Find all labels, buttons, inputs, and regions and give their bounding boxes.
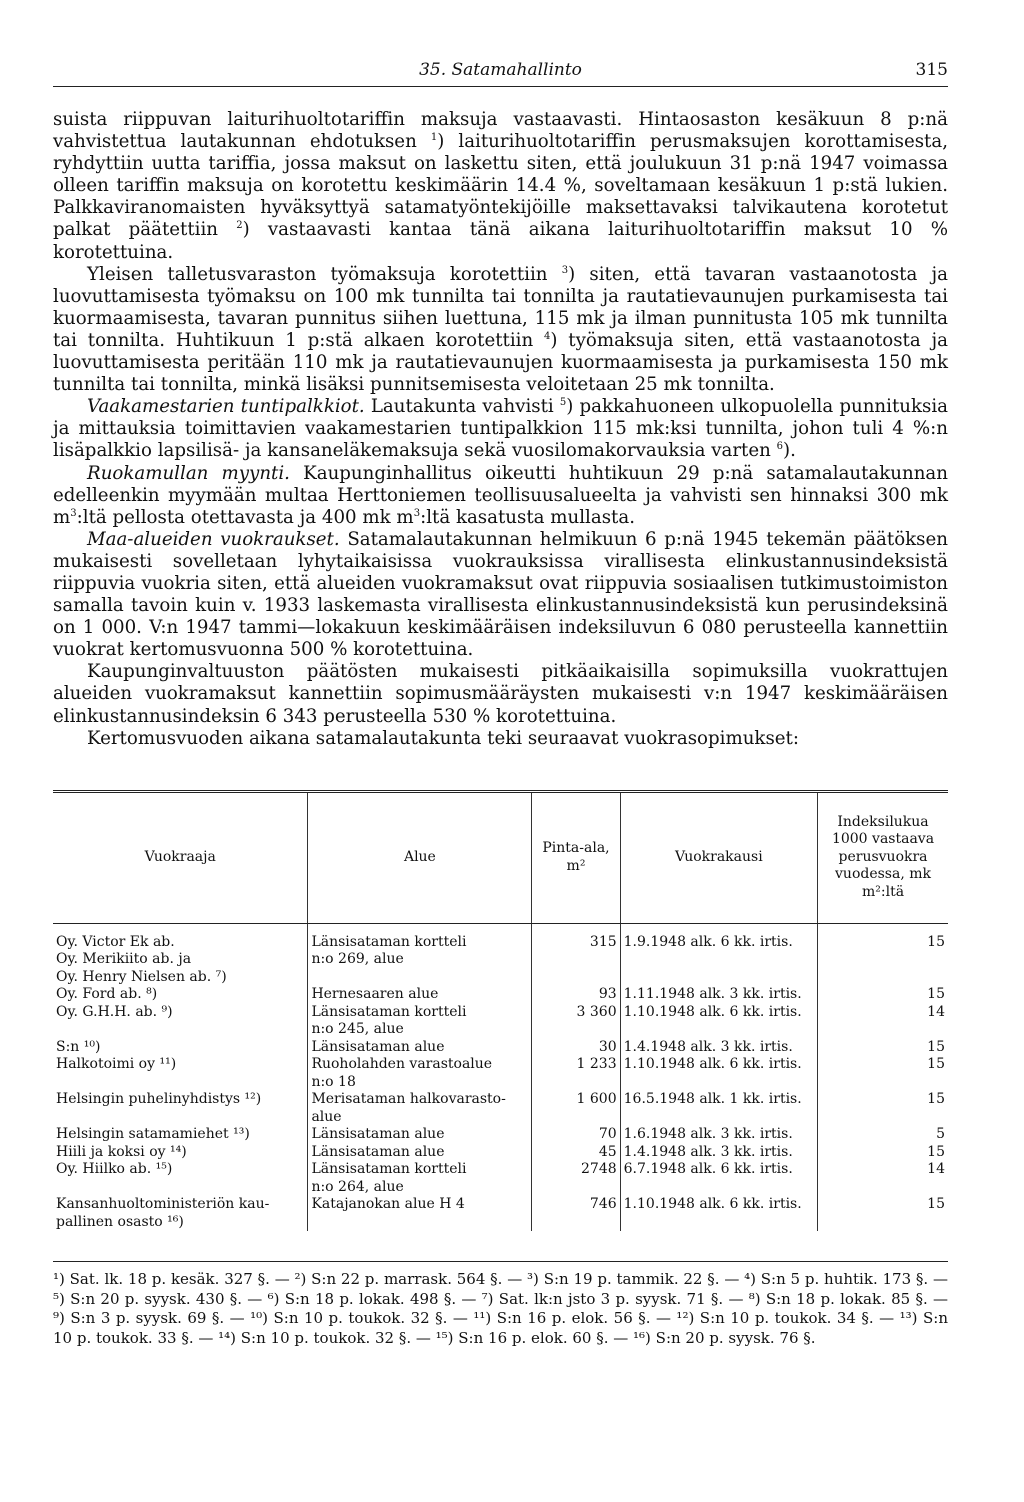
cell-period	[620, 1109, 817, 1127]
cell-area: alue	[308, 1109, 532, 1127]
table-row	[53, 1091, 948, 1109]
paragraph-text: Lautakunta vahvisti	[364, 396, 560, 418]
table-row	[53, 969, 948, 987]
table-row	[53, 1004, 948, 1022]
cell-area: Länsisataman alue	[308, 1126, 532, 1144]
paragraph-text: ) pakkahuoneen ulkopuolella punnituksia ja mittauksia toimittavien vaakamestarien tuntipalkkion 115 mk:ksi tunnilta, johon tuli 4 %:n lisäpalkkio lapsilisä- ja kansaneläkemaksuja sekä vuosilomakorvauksia varten	[53, 396, 948, 462]
cell-period	[620, 951, 817, 969]
paragraph-text: Yleisen talletusvaraston työmaksuja korotettiin	[87, 263, 562, 285]
cell-area: Länsisataman kortteli	[308, 1004, 532, 1022]
body-text	[53, 109, 948, 750]
cell-size: 1 600	[532, 1091, 620, 1109]
table-row	[53, 1056, 948, 1074]
table-row	[53, 986, 948, 1004]
cell-period: 1.10.1948 alk. 6 kk. irtis.	[620, 1004, 817, 1022]
cell-period	[620, 1074, 817, 1092]
cell-index	[818, 1021, 948, 1039]
cell-period: 1.11.1948 alk. 3 kk. irtis.	[620, 986, 817, 1004]
cell-index: 15	[818, 1091, 948, 1109]
cell-area: Länsisataman kortteli	[308, 1161, 532, 1179]
paragraph	[53, 264, 948, 397]
footnote-reference: 5	[559, 397, 567, 409]
cell-period	[620, 969, 817, 987]
paragraph-text: Kertomusvuoden aikana satamalautakunta teki seuraavat vuokrasopimukset:	[87, 727, 799, 749]
cell-period	[620, 1214, 817, 1232]
cell-index: 15	[818, 1144, 948, 1162]
cell-size: 2748	[532, 1161, 620, 1179]
cell-area: Länsisataman alue	[308, 1144, 532, 1162]
cell-period: 6.7.1948 alk. 6 kk. irtis.	[620, 1161, 817, 1179]
paragraph	[53, 661, 948, 727]
cell-area: Länsisataman kortteli	[308, 923, 532, 951]
cell-lessee: Halkotoimi oy ¹¹)	[56, 1056, 177, 1073]
cell-area: n:o 264, alue	[308, 1179, 532, 1197]
cell-index	[818, 969, 948, 987]
running-header	[53, 58, 948, 87]
cell-index	[818, 1179, 948, 1197]
cell-index	[818, 1214, 948, 1232]
cell-size	[532, 951, 620, 969]
paragraph-text: ) siten, että tavaran vastaanotosta ja luovuttamisesta työmaksu on 100 mk tunnilta tai tonnilta ja rautatievaunujen purkamisesta tai kuormaamisesta, tavaran punnitus siihen luettuna, 115 mk ja ilman punnitusta 105 mk tunnilta tai tonnilta. Huhtikuun 1 p:stä alkaen korotettiin	[53, 263, 948, 351]
paragraph-heading: Vaakamestarien tuntipalkkiot.	[87, 396, 365, 418]
paragraph-text: :ltä kasatusta mullasta.	[420, 506, 635, 528]
cell-lessee: Oy. G.H.H. ab. ⁹)	[56, 1003, 173, 1020]
cell-index	[818, 1074, 948, 1092]
cell-area: n:o 245, alue	[308, 1021, 532, 1039]
cell-index	[818, 951, 948, 969]
paragraph-text: ) laiturihuoltotariffin perusmaksujen korottamisesta, ryhdyttiin uutta tariffia, jossa maksut on laskettu siten, että joulukuun 31 p:nä 1947 voimassa olleen tariffin maksuja on korotettu keskimäärin 14.4 %, soveltamaan kesäkuun 1 p:stä lukien. Palkkaviranomaisten hyväksyttyä satamatyöntekijöille maksettavaksi talvikautena korotetut palkat päätettiin	[53, 131, 948, 241]
cell-lessee: Helsingin satamamiehet ¹³)	[56, 1126, 250, 1143]
cell-area	[308, 1214, 532, 1232]
cell-size	[532, 969, 620, 987]
cell-size	[532, 1109, 620, 1127]
column-header-lessee: Vuokraaja	[53, 791, 308, 923]
cell-size: 3 360	[532, 1004, 620, 1022]
cell-size	[532, 1074, 620, 1092]
footnote-reference: 3	[561, 264, 569, 276]
cell-lessee: Helsingin puhelinyhdistys ¹²)	[56, 1091, 262, 1108]
cell-area: Merisataman halkovarasto-	[308, 1091, 532, 1109]
cell-size: 45	[532, 1144, 620, 1162]
table-body	[53, 923, 948, 1231]
footnote-reference: 6	[776, 441, 783, 453]
paragraph	[53, 396, 948, 462]
cell-index: 15	[818, 1039, 948, 1057]
paragraph-text: Satamalautakunnan helmikuun 6 p:nä 1945 tekemän päätöksen mukaisesti sovelletaan lyhytaikaisissa vuokrauksissa virallisesta elinkustannusindeksistä riippuvia vuokria siten, että alueiden vuokramaksut ovat riippuvia sosiaalisen tutkimustoimiston samalla tavoin kuin v. 1933 laskemasta virallisesta elinkustannusindeksistä kun perusindeksinä on 1 000. V:n 1947 tammi—lokakuun keskimääräisen indeksiluvun 6 080 perusteella kannettiin vuokrat kertomusvuonna 500 % korotettuina.	[53, 528, 948, 661]
paragraph-text: ).	[783, 440, 796, 462]
cell-size: 93	[532, 986, 620, 1004]
footnote-reference: 2	[236, 220, 243, 232]
column-header-period: Vuokrakausi	[620, 791, 817, 923]
paragraph-text: :ltä pellosta otettavasta ja 400 mk m	[76, 506, 414, 528]
column-header-size: Pinta-ala, m²	[532, 791, 620, 923]
cell-lessee: Oy. Henry Nielsen ab. ⁷)	[56, 968, 227, 985]
paragraph	[53, 109, 948, 264]
paragraph-heading: Ruokamullan myynti.	[87, 462, 290, 484]
table-row	[53, 923, 948, 951]
table-row	[53, 1144, 948, 1162]
cell-index: 15	[818, 1196, 948, 1214]
cell-area: Hernesaaren alue	[308, 986, 532, 1004]
cell-period: 16.5.1948 alk. 1 kk. irtis.	[620, 1091, 817, 1109]
column-header-index: Indeksilukua 1000 vastaava perusvuokra vuodessa, mk m²:ltä	[818, 791, 948, 923]
cell-area	[308, 969, 532, 987]
table-row	[53, 1214, 948, 1232]
cell-size	[532, 1179, 620, 1197]
table-row	[53, 1109, 948, 1127]
cell-period: 1.6.1948 alk. 3 kk. irtis.	[620, 1126, 817, 1144]
table-row	[53, 1126, 948, 1144]
cell-index: 15	[818, 1056, 948, 1074]
footnote-reference: 3	[70, 507, 77, 519]
table-row	[53, 1196, 948, 1214]
paragraph-text: suista riippuvan laiturihuoltotariffin maksuja vastaavasti. Hintaosaston kesäkuun 8 p:nä vahvistettua lautakunnan ehdotuksen	[53, 109, 948, 153]
table-row	[53, 1161, 948, 1179]
document-page	[53, 58, 948, 1348]
cell-lessee: S:n ¹⁰)	[56, 1038, 101, 1055]
footnotes: ¹) Sat. lk. 18 p. kesäk. 327 §. — ²) S:n 22 p. marrask. 564 §. — ³) S:n 19 p. tammik. 22 §. — ⁴) S:n 5 p. huhtik. 173 §. — ⁵) S:n 20 p. syysk. 430 §. — ⁶) S:n 18 p. lokak. 498 §. — ⁷) Sat. lk:n jsto 3 p. syysk. 71 §. — ⁸) S:n 18 p. lokak. 85 §. — ⁹) S:n 3 p. syysk. 69 §. — ¹⁰) S:n 10 p. toukok. 32 §. — ¹¹) S:n 16 p. elok. 56 §. — ¹²) S:n 10 p. toukok. 34 §. — ¹³) S:n 10 p. toukok. 33 §. — ¹⁴) S:n 10 p. toukok. 32 §. — ¹⁵) S:n 16 p. elok. 60 §. — ¹⁶) S:n 20 p. syysk. 76 §.	[53, 1261, 948, 1348]
cell-size: 1 233	[532, 1056, 620, 1074]
cell-size: 30	[532, 1039, 620, 1057]
paragraph-text: Kaupunginvaltuuston päätösten mukaisesti pitkäaikaisilla sopimuksilla vuokrattujen alueiden vuokramaksut kannettiin sopimusmääräysten mukaisesti v:n 1947 keskimääräisen elinkustannusindeksin 6 343 perusteella 530 % korotettuina.	[53, 661, 948, 727]
paragraph-text: ) vastaavasti kantaa tänä aikana laiturihuoltotariffin maksut 10 % korotettuina.	[53, 219, 949, 263]
paragraph-text: ) työmaksuja siten, että vastaanotosta ja luovuttamisesta peritään 110 mk ja rautatievaunujen kuormaamisesta ja purkamisesta 150 mk tunnilta tai tonnilta, minkä lisäksi punnitsemisesta veloitetaan 25 mk tonnilta.	[53, 329, 949, 396]
cell-size: 746	[532, 1196, 620, 1214]
lease-contracts-table	[53, 790, 948, 1232]
cell-lessee	[53, 1109, 308, 1127]
cell-size: 70	[532, 1126, 620, 1144]
cell-lessee	[53, 1021, 308, 1039]
paragraph-heading: Maa-alueiden vuokraukset.	[87, 528, 340, 550]
page-number: 315	[915, 60, 948, 80]
table-row	[53, 1179, 948, 1197]
cell-index: 15	[818, 923, 948, 951]
column-header-area: Alue	[308, 791, 532, 923]
cell-area: n:o 269, alue	[308, 951, 532, 969]
cell-index: 15	[818, 986, 948, 1004]
cell-period	[620, 1179, 817, 1197]
cell-lessee	[53, 1074, 308, 1092]
table-header-row	[53, 791, 948, 923]
footnote-reference: 3	[413, 507, 421, 519]
section-title: 35. Satamahallinto	[419, 60, 582, 80]
table-row	[53, 1074, 948, 1092]
cell-period: 1.4.1948 alk. 3 kk. irtis.	[620, 1144, 817, 1162]
paragraph	[53, 728, 948, 750]
cell-index	[818, 1109, 948, 1127]
cell-index: 14	[818, 1004, 948, 1022]
cell-lessee: pallinen osasto ¹⁶)	[56, 1213, 184, 1230]
cell-lessee: Hiili ja koksi oy ¹⁴)	[56, 1143, 187, 1160]
table-row	[53, 1039, 948, 1057]
cell-area: n:o 18	[308, 1074, 532, 1092]
cell-size	[532, 1214, 620, 1232]
cell-area: Katajanokan alue H 4	[308, 1196, 532, 1214]
cell-size	[532, 1021, 620, 1039]
table-row	[53, 1021, 948, 1039]
paragraph	[53, 463, 948, 529]
cell-lessee: Oy. Ford ab. ⁸)	[56, 986, 158, 1003]
cell-index: 14	[818, 1161, 948, 1179]
cell-lessee: Oy. Victor Ek ab.	[56, 933, 175, 950]
cell-lessee: Oy. Hiilko ab. ¹⁵)	[56, 1161, 173, 1178]
cell-lessee: Kansanhuoltoministeriön kau-	[56, 1196, 270, 1213]
footnote-reference: 1	[430, 132, 438, 144]
cell-area: Länsisataman alue	[308, 1039, 532, 1057]
cell-area: Ruoholahden varastoalue	[308, 1056, 532, 1074]
cell-period: 1.10.1948 alk. 6 kk. irtis.	[620, 1056, 817, 1074]
cell-lessee	[53, 1179, 308, 1197]
cell-period: 1.4.1948 alk. 3 kk. irtis.	[620, 1039, 817, 1057]
paragraph-text: Kaupunginhallitus oikeutti huhtikuun 29 p:nä satamalautakunnan edelleenkin myymään multaa Herttoniemen teollisuusalueelta ja vahvisti sen hinnaksi 300 mk m	[53, 462, 948, 528]
footnote-reference: 4	[544, 330, 551, 342]
cell-period	[620, 1021, 817, 1039]
cell-index: 5	[818, 1126, 948, 1144]
table-row	[53, 951, 948, 969]
cell-size: 315	[532, 923, 620, 951]
paragraph	[53, 529, 948, 662]
cell-period: 1.10.1948 alk. 6 kk. irtis.	[620, 1196, 817, 1214]
cell-lessee: Oy. Merikiito ab. ja	[56, 951, 192, 968]
cell-period: 1.9.1948 alk. 6 kk. irtis.	[620, 923, 817, 951]
